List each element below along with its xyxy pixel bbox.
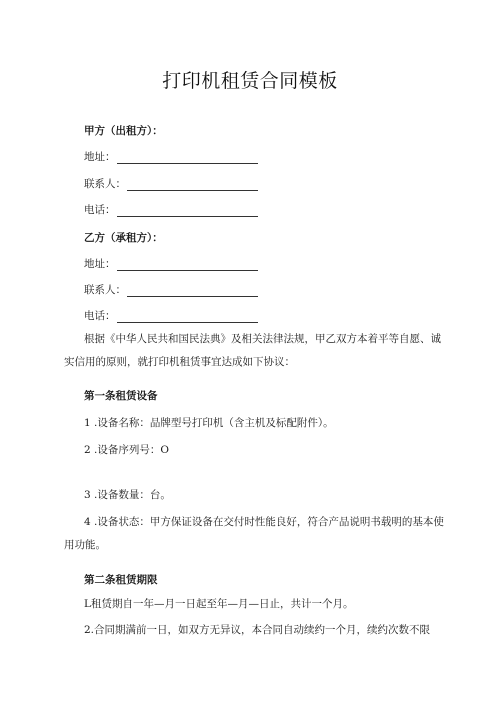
party-b-phone-blank bbox=[117, 311, 258, 323]
article-2-item-2: 2.合同期满前一日，如双方无异议，本合同自动续约一个月，续约次数不限 bbox=[84, 624, 431, 636]
party-b-phone-label: 电话： bbox=[84, 310, 116, 322]
article-1-item-4: 4 .设备状态：甲方保证设备在交付时性能良好，符合产品说明书载明的基本使用功能。 bbox=[64, 516, 444, 551]
intro-paragraph: 根据《中华人民共和国民法典》及相关法律法规，甲乙双方本着平等自愿、诚实信用的原则，就打印机租赁事宜达成如下协议： bbox=[64, 333, 441, 368]
party-b-contact-blank bbox=[127, 285, 258, 297]
party-a-address-row bbox=[84, 150, 258, 164]
party-a-address-blank bbox=[117, 152, 258, 164]
party-b-contact-row bbox=[84, 283, 258, 297]
party-b-address-blank bbox=[117, 259, 258, 271]
party-b-address-label: 地址： bbox=[84, 258, 116, 270]
party-a-address-label: 地址： bbox=[84, 151, 116, 163]
document-title: 打印机租赁合同模板 bbox=[162, 70, 338, 92]
party-b-phone-row bbox=[84, 309, 258, 323]
article-1-item-1: 1 .设备名称：品牌型号打印机（含主机及标配附件）。 bbox=[84, 417, 334, 429]
party-b-address-row bbox=[84, 257, 258, 271]
article-2-item-1: L租赁期自一年—月一日起至年—月—日止，共计一个月。 bbox=[84, 598, 354, 610]
party-a-contact-label: 联系人： bbox=[84, 178, 126, 190]
article-1-item-2: 2 .设备序列号：O bbox=[84, 444, 169, 456]
article-1-heading: 第一条租赁设备 bbox=[84, 390, 158, 402]
party-b-heading: 乙方（承租方）： bbox=[84, 232, 163, 244]
party-a-phone-row bbox=[84, 203, 258, 217]
party-a-contact-blank bbox=[127, 179, 258, 191]
party-a-phone-label: 电话： bbox=[84, 204, 116, 216]
party-b-contact-label: 联系人： bbox=[84, 284, 126, 296]
article-1-item-3: 3 .设备数量：台。 bbox=[84, 489, 171, 501]
party-a-phone-blank bbox=[117, 205, 258, 217]
party-a-heading: 甲方（出租方）： bbox=[84, 125, 163, 137]
article-2-heading: 第二条租赁期限 bbox=[84, 574, 158, 586]
party-a-contact-row bbox=[84, 177, 258, 191]
